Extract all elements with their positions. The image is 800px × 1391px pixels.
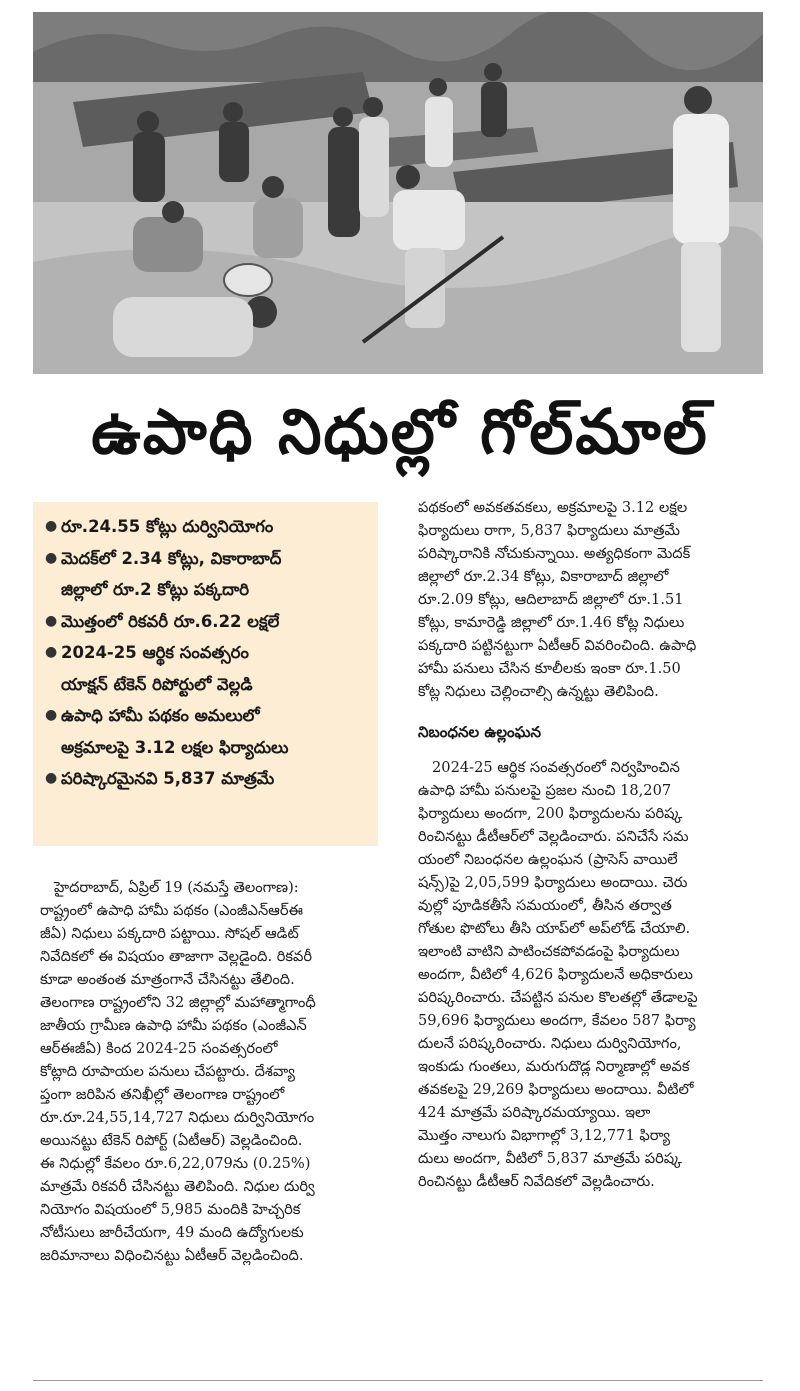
- workers-field-illustration: [33, 12, 763, 374]
- section-subheading: నిబంధనల ఉల్లంఘన: [418, 723, 541, 741]
- highlight-item: ● రూ.24.55 కోట్లు దుర్వినియోగం: [43, 511, 370, 543]
- body-line: దులనే పరిష్కరించారు. నిధులు దుర్వినియోగం,: [418, 1035, 682, 1052]
- body-line: ఇంకుడు గుంతలు, మరుగుదొడ్ల నిర్మాణాల్లో అవక: [418, 1058, 690, 1075]
- body-line: పరిష్కారానికి నోచుకున్నాయి. అత్యధికంగా మెదక్: [418, 545, 691, 562]
- body-line: నివేదికలో ఈ విషయం తాజాగా వెల్లడైంది. రికవరీ: [40, 948, 313, 965]
- body-line: ఈ నిధుల్లో కేవలం రూ.6,22,079ను (0.25%): [40, 1155, 311, 1172]
- bullet-icon: ●: [45, 518, 58, 534]
- body-line: కూడా అంతంత మాత్రంగానే చేసినట్టు తేలింది.: [40, 971, 295, 988]
- body-line: కోట్లు, కామారెడ్డి జిల్లాలో రూ.1.46 కోట్ల నిధులు: [418, 614, 685, 631]
- bullet-icon: ●: [45, 612, 58, 629]
- headline: ఉపాధి నిధుల్లో గోల్‌మాల్: [91, 395, 709, 468]
- highlight-item: ● 2024-25 ఆర్థిక సంవత్సరం: [43, 637, 370, 669]
- body-line: అందగా, వీటిలో 4,626 ఫిర్యాదులనే అధికారులు: [418, 966, 693, 983]
- bullet-icon: ●: [45, 707, 58, 723]
- body-line: ఫిర్యాదులు రాగా, 5,837 ఫిర్యాదులు మాత్రమే: [418, 522, 680, 539]
- body-line: జాతీయ గ్రామీణ ఉపాధి హామీ పథకం (ఎంజీఎన్: [40, 1017, 307, 1034]
- body-line: నియోగం విషయంలో 5,985 మందికి హెచ్చరిక: [40, 1201, 301, 1218]
- body-line: జరిమానాలు విధించినట్టు ఏటీఆర్ వెల్లడించింది.: [40, 1247, 304, 1264]
- body-line: యంలో నిబంధనల ఉల్లంఘన (ప్రాసెస్ వాయిలే: [418, 851, 678, 868]
- body-line: గోతుల ఫొటోలు తీసి యాప్‌లో అప్‌లోడ్ చేయాలి.: [418, 920, 691, 937]
- body-line: షన్స్)పై 2,05,599 ఫిర్యాదులు అందాయి. చెరు: [418, 874, 688, 891]
- news-photo: [33, 12, 763, 374]
- bullet-icon: ●: [45, 770, 58, 786]
- body-line: రించినట్టు డీటీఆర్ నివేదికలో వెల్లడించారు.: [418, 1173, 655, 1190]
- article-right-column: [418, 496, 768, 1193]
- highlights-box: [33, 502, 378, 846]
- highlight-item: ● ఉపాధి హామీ పథకం అమలులో: [43, 700, 370, 732]
- article-left-column: [40, 876, 385, 1267]
- body-line: మొత్తం నాలుగు విభాగాల్లో 3,12,771 ఫిర్యా: [418, 1127, 671, 1144]
- body-line: జిల్లాలో రూ.2.34 కోట్లు, వికారాబాద్ జిల్లాలో: [418, 568, 669, 585]
- body-line: నోటీసులు జారీచేయగా, 49 మంది ఉద్యోగులకు: [40, 1224, 304, 1241]
- body-line: ఉపాధి హామీ పనులపై ప్రజల నుంచి 18,207: [418, 782, 672, 799]
- highlight-item: ● పరిష్కారమైనవి 5,837 మాత్రమే: [43, 763, 370, 795]
- highlight-item: జిల్లాలో రూ.2 కోట్లు పక్కదారి: [61, 580, 250, 599]
- body-line: పథకంలో అవకతవకలు, అక్రమాలపై 3.12 లక్షల: [418, 499, 688, 516]
- body-line: కోట్లాది రూపాయల పనులు చేపట్టారు. దేశవ్యా: [40, 1063, 295, 1080]
- body-line: ప్తంగా జరిపిన తనిఖీల్లో తెలంగాణ రాష్ట్రంలో: [40, 1086, 285, 1103]
- bottom-divider: [33, 1380, 763, 1381]
- body-line: జీఏ) నిధులు పక్కదారి పట్టాయి. సోషల్ ఆడిట్: [40, 925, 299, 942]
- body-line: 424 మాత్రమే పరిష్కారమయ్యాయి. ఇలా: [418, 1104, 651, 1121]
- body-line: రూ.2.09 కోట్లు, ఆదిలాబాద్ జిల్లాలో రూ.1.51: [418, 591, 684, 608]
- body-line: తెలంగాణ రాష్ట్రంలోని 32 జిల్లాల్లో మహాత్మాగాంధీ: [40, 994, 316, 1011]
- highlight-item: అక్రమాలపై 3.12 లక్షల ఫిర్యాదులు: [61, 737, 289, 757]
- body-line: 59,696 ఫిర్యాదులు అందగా, కేవలం 587 ఫిర్యా: [418, 1012, 696, 1029]
- body-line: ఫిర్యాదులు అందగా, 200 ఫిర్యాదులను పరిష్క: [418, 805, 683, 822]
- highlight-item: ● మొత్తంలో రికవరీ రూ.6.22 లక్షలే: [43, 606, 370, 638]
- highlight-item: యాక్షన్ టేకెన్ రిపోర్టులో వెల్లడి: [61, 674, 253, 694]
- bullet-icon: ●: [45, 549, 58, 566]
- body-line: అయినట్టు టేకెన్ రిపోర్ట్ (ఏటీఆర్) వెల్లడించింది.: [40, 1132, 303, 1149]
- body-line: రించినట్టు డీటీఆర్‌లో వెల్లడించారు. పనిచేసే సమ: [418, 828, 689, 845]
- body-line: పరిష్కరించారు. చేపట్టిన పనుల కొలతల్లో తేడాలపై: [418, 989, 698, 1006]
- body-line: ఇలాంటి వాటిని పాటించకపోవడంపై ఫిర్యాదులు: [418, 943, 680, 960]
- highlight-item: ● మెదక్‌లో 2.34 కోట్లు, వికారాబాద్: [43, 543, 370, 575]
- body-line: హైదరాబాద్, ఏప్రిల్ 19 (నమస్తే తెలంగాణ):: [54, 879, 299, 896]
- body-line: రూ.రూ.24,55,14,727 నిధులు దుర్వినియోగం: [40, 1109, 315, 1126]
- body-line: తవకలపై 29,269 ఫిర్యాదులు అందాయి. వీటిలో: [418, 1081, 694, 1098]
- body-line: రాష్ట్రంలో ఉపాధి హామీ పథకం (ఎంజీఎన్‌ఆర్‌ఈ: [40, 902, 303, 919]
- body-line: వుల్లో పూడికతీసే సమయంలో, తీసిన తర్వాత: [418, 897, 672, 914]
- body-line: కోట్ల నిధులు చెల్లించాల్సి ఉన్నట్టు తెలిపింది.: [418, 683, 659, 700]
- body-line: హామీ పనులు చేసిన కూలీలకు ఇంకా రూ.1.50: [418, 660, 681, 677]
- body-line: మాత్రమే రికవరీ చేసినట్టు తెలిపింది. నిధుల దుర్వి: [40, 1178, 315, 1195]
- body-line: దులు అందగా, వీటిలో 5,837 మాత్రమే పరిష్క: [418, 1150, 682, 1167]
- body-line: 2024-25 ఆర్థిక సంవత్సరంలో నిర్వహించిన: [432, 759, 680, 776]
- body-line: పక్కదారి పట్టినట్టుగా ఏటీఆర్ వివరించింది. ఉపాధి: [418, 637, 697, 654]
- body-line: ఆర్‌ఈజీఏ) కింద 2024-25 సంవత్సరంలో: [40, 1040, 278, 1057]
- bullet-icon: ●: [45, 644, 58, 660]
